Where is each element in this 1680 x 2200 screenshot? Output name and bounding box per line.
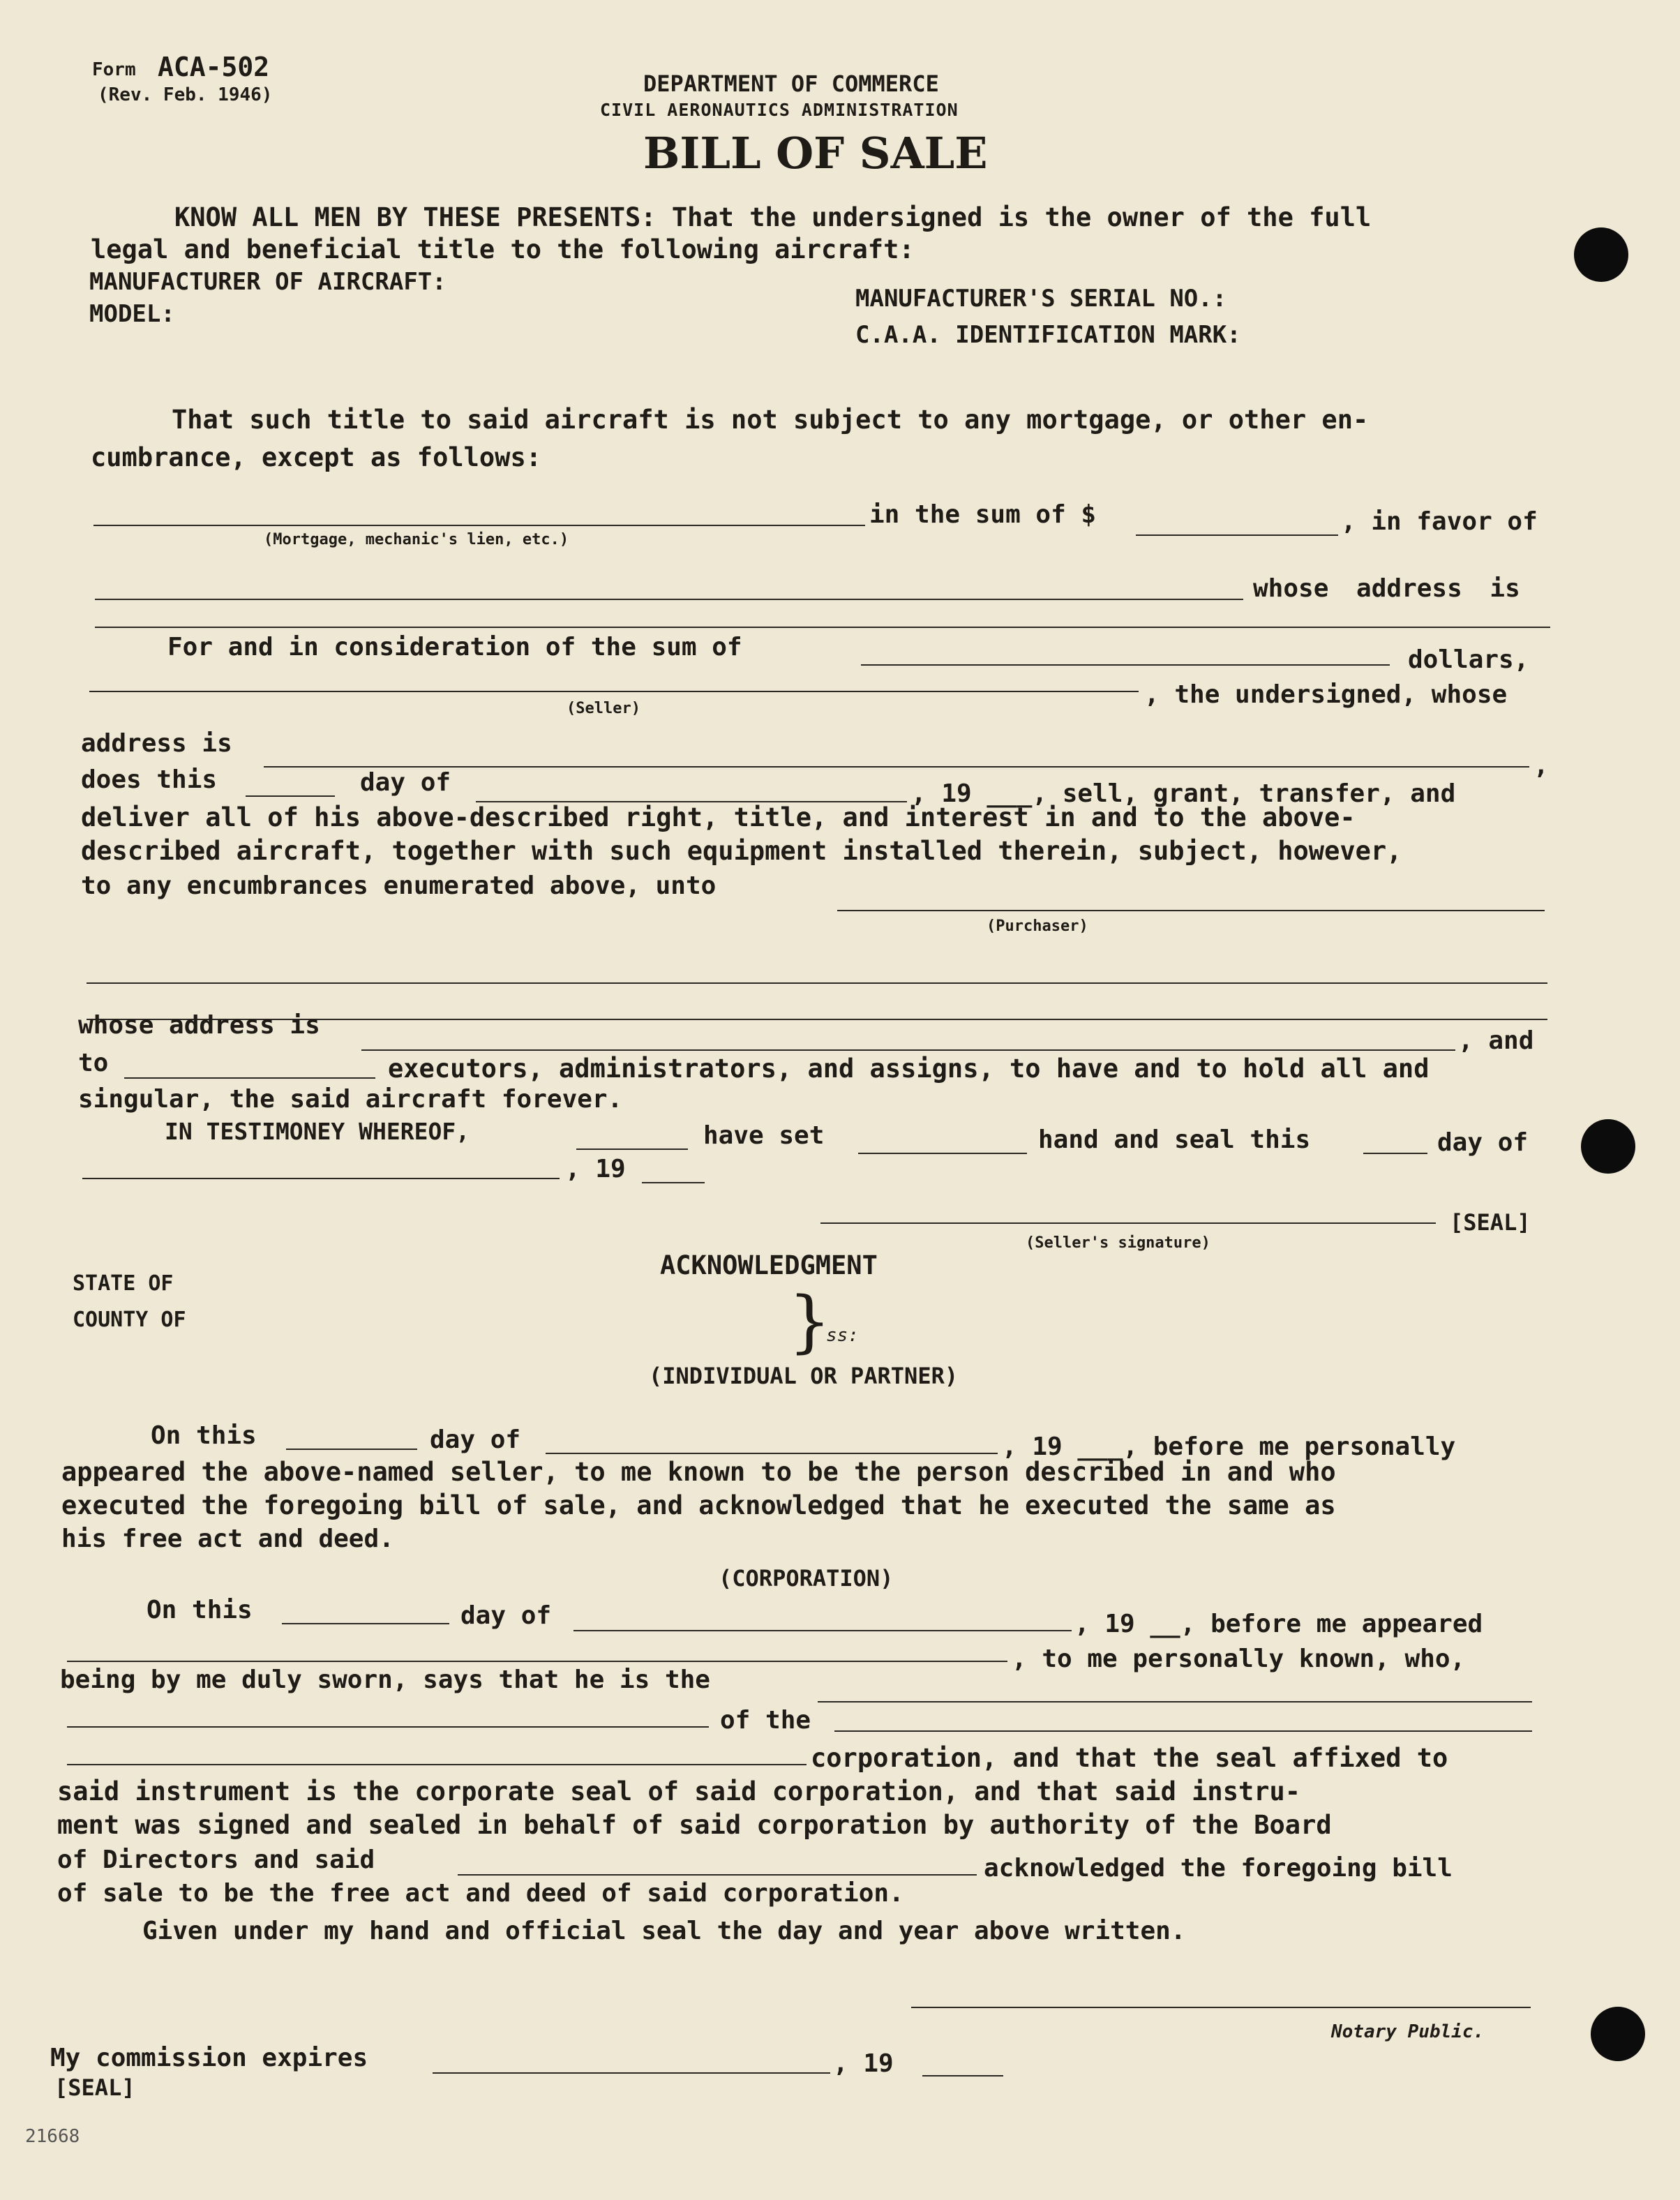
lienholder-address-blank[interactable]	[95, 627, 1550, 628]
notary-seal-text: [SEAL]	[54, 2074, 135, 2101]
notary-signature-line[interactable]	[911, 2007, 1531, 2008]
corp-officer-title-blank[interactable]	[818, 1701, 1532, 1703]
seller-address-blank[interactable]	[264, 766, 1529, 768]
sale-year-text: , 19 ___, sell, grant, transfer, and	[911, 779, 1456, 808]
to-text: to	[78, 1049, 109, 1077]
seller-signature-line[interactable]	[820, 1222, 1436, 1224]
ind-year-text: , 19 ___, before me personally	[1002, 1432, 1456, 1461]
deliver-text: deliver all of his above-described right, title, and interest in and to the above-	[81, 802, 1356, 832]
corp-acknowledged-text: acknowledged the foregoing bill	[984, 1854, 1453, 1883]
commission-year-blank[interactable]	[922, 2075, 1003, 2076]
corp-sworn-text: being by me duly sworn, says that he is the	[60, 1666, 710, 1694]
seller-caption: (Seller)	[567, 700, 640, 717]
corp-month-blank[interactable]	[573, 1630, 1072, 1631]
address-is-text: address is	[81, 729, 232, 758]
caa-identification-label: C.A.A. IDENTIFICATION MARK:	[855, 321, 1241, 349]
whose-address-text-1: whose address is	[1253, 574, 1520, 603]
notary-public-caption: Notary Public.	[1331, 2021, 1485, 2042]
purchaser-name-blank[interactable]	[837, 910, 1545, 911]
corp-corporation-text: corporation, and that the seal affixed to	[811, 1743, 1448, 1773]
commission-date-blank[interactable]	[433, 2072, 830, 2074]
testimony-day-of-text: day of	[1437, 1128, 1529, 1157]
print-number: 21668	[25, 2126, 80, 2147]
consideration-text: For and in consideration of the sum of	[167, 633, 742, 661]
does-this-text: does this	[81, 765, 218, 794]
intro-line-1: KNOW ALL MEN BY THESE PRESENTS: That the undersigned is the owner of the full	[174, 202, 1372, 232]
given-under-text: Given under my hand and official seal the day and year above written.	[142, 1917, 1186, 1945]
punch-hole-bottom	[1591, 2007, 1645, 2061]
state-of-label: STATE OF	[73, 1271, 174, 1296]
corp-line-6: ment was signed and sealed in behalf of said corporation by authority of the Board	[57, 1810, 1332, 1840]
corp-directors-text: of Directors and said	[57, 1846, 375, 1874]
corp-year-text: , 19 __, before me appeared	[1074, 1610, 1483, 1638]
sale-day-of-text: day of	[360, 768, 451, 797]
department-name: DEPARTMENT OF COMMERCE	[643, 70, 939, 97]
ind-month-blank[interactable]	[546, 1453, 998, 1454]
seller-signature-caption: (Seller's signature)	[1026, 1234, 1210, 1252]
corp-line-8: of sale to be the free act and deed of said corporation.	[57, 1879, 904, 1908]
lienholder-name-blank[interactable]	[95, 599, 1243, 600]
form-revision: (Rev. Feb. 1946)	[98, 84, 273, 105]
corp-line-5: said instrument is the corporate seal of said corporation, and that said instru-	[57, 1776, 1301, 1806]
form-number: ACA-502	[158, 52, 270, 82]
acknowledgment-heading: ACKNOWLEDGMENT	[660, 1250, 878, 1280]
corp-officer-name-blank[interactable]	[67, 1661, 1007, 1662]
commission-year-text: , 19	[833, 2049, 894, 2078]
testimony-year-blank[interactable]	[642, 1182, 705, 1183]
punch-hole-middle	[1581, 1119, 1635, 1174]
model-label: MODEL:	[89, 300, 175, 328]
ind-line-4: his free act and deed.	[61, 1525, 394, 1553]
corp-known-text: , to me personally known, who,	[1012, 1645, 1466, 1673]
have-set-text: have set	[703, 1121, 825, 1150]
undersigned-whose-text: , the undersigned, whose	[1144, 680, 1508, 709]
ind-day-blank[interactable]	[286, 1449, 417, 1450]
address-comma: ,	[1533, 751, 1549, 780]
executors-text: executors, administrators, and assigns, to have and to hold all and	[388, 1054, 1430, 1084]
testimony-pronoun-blank[interactable]	[576, 1148, 688, 1150]
encumbrance-line-2: cumbrance, except as follows:	[91, 442, 542, 472]
purchaser-caption: (Purchaser)	[987, 918, 1088, 935]
ind-on-this-text: On this	[151, 1421, 257, 1450]
mortgage-amount-blank[interactable]	[1136, 534, 1338, 536]
corp-day-of-text: day of	[460, 1601, 552, 1630]
corporation-heading: (CORPORATION)	[719, 1565, 894, 1592]
intro-line-2: legal and beneficial title to the following aircraft:	[91, 234, 915, 264]
testimony-day-blank[interactable]	[1363, 1153, 1427, 1154]
dollars-text: dollars,	[1408, 645, 1529, 674]
administration-name: CIVIL AERONAUTICS ADMINISTRATION	[600, 100, 959, 120]
sale-day-blank[interactable]	[246, 795, 335, 797]
corp-on-this-text: On this	[147, 1596, 253, 1624]
commission-expires-text: My commission expires	[50, 2044, 368, 2072]
page-title: BILL OF SALE	[643, 128, 988, 179]
corp-officer-title-blank-2[interactable]	[67, 1726, 709, 1728]
and-text: , and	[1458, 1026, 1534, 1055]
form-label: Form	[92, 59, 136, 80]
mortgage-caption: (Mortgage, mechanic's lien, etc.)	[264, 531, 569, 548]
corp-name-blank[interactable]	[834, 1730, 1532, 1732]
testimony-month-blank[interactable]	[82, 1178, 560, 1179]
hand-and-seal-text: hand and seal this	[1038, 1125, 1311, 1154]
punch-hole-top	[1574, 227, 1628, 282]
corp-day-blank[interactable]	[282, 1623, 449, 1624]
in-favor-of-text: , in favor of	[1341, 507, 1538, 536]
described-text: described aircraft, together with such equipment installed therein, subject, however,	[81, 836, 1402, 866]
corp-of-the-text: of the	[720, 1706, 811, 1735]
ss-brace: }	[788, 1282, 832, 1361]
corp-name-blank-2[interactable]	[67, 1764, 807, 1765]
testimoney-text: IN TESTIMONEY WHEREOF,	[165, 1118, 470, 1145]
singular-text: singular, the said aircraft forever.	[78, 1085, 623, 1114]
ind-line-2: appeared the above-named seller, to me known to be the person described in and who	[61, 1457, 1336, 1487]
seller-name-blank[interactable]	[89, 691, 1139, 692]
ss-label: ss:	[826, 1325, 859, 1346]
ind-line-3: executed the foregoing bill of sale, and acknowledged that he executed the same as	[61, 1490, 1336, 1520]
ind-day-of-text: day of	[430, 1425, 521, 1454]
individual-heading: (INDIVIDUAL OR PARTNER)	[649, 1363, 959, 1389]
manufacturer-label: MANUFACTURER OF AIRCRAFT:	[89, 268, 447, 296]
purchaser-name-blank-2[interactable]	[87, 982, 1547, 984]
consideration-amount-blank[interactable]	[861, 664, 1390, 666]
county-of-label: COUNTY OF	[73, 1308, 186, 1332]
purchaser-address-text: whose address is	[78, 1011, 320, 1040]
testimony-hand-blank[interactable]	[858, 1153, 1027, 1154]
to-any-text: to any encumbrances enumerated above, unto	[81, 871, 717, 900]
corp-officer-ack-blank[interactable]	[458, 1874, 977, 1876]
seller-seal-text: [SEAL]	[1450, 1209, 1531, 1236]
purchaser-pronoun-blank[interactable]	[124, 1077, 375, 1079]
encumbrance-line-1: That such title to said aircraft is not subject to any mortgage, or other en-	[172, 405, 1369, 435]
purchaser-address-blank[interactable]	[361, 1049, 1455, 1051]
serial-number-label: MANUFACTURER'S SERIAL NO.:	[855, 285, 1227, 313]
in-the-sum-of-text: in the sum of $	[869, 500, 1097, 529]
testimony-year-text: , 19	[565, 1155, 626, 1183]
